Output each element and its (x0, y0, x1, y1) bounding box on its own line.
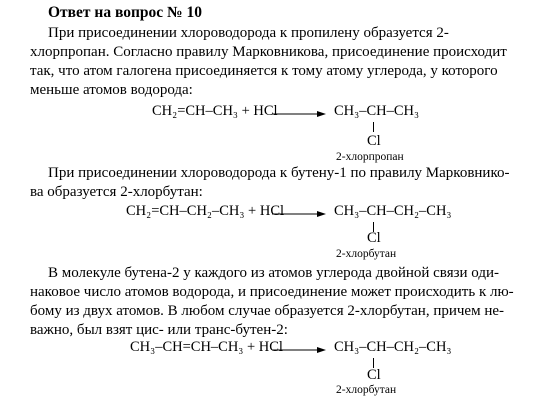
equation-1-reactants: CH₂=CH–CH₃ + HCl (152, 103, 278, 119)
reaction-arrow-icon (272, 210, 326, 218)
equation-2-reactants: CH₂=CH–CH₂–CH₃ + HCl (126, 203, 285, 219)
text-line: ва образуется 2-хлорбутан: (30, 184, 203, 200)
text-line: важно, был взят цис- или транс-бутен-2: (30, 322, 288, 338)
product-name: 2-хлорбутан (336, 248, 397, 260)
reaction-arrow-icon (272, 110, 326, 118)
chlorine-substituent: Cl (367, 133, 381, 149)
paragraph-3 (30, 264, 530, 340)
chlorine-substituent: Cl (367, 367, 381, 383)
heading: Ответ на вопрос № 10 (48, 4, 202, 21)
bond-line (373, 122, 374, 132)
product-name: 2-хлорбутан (336, 384, 397, 396)
paragraph-1 (30, 24, 530, 100)
equation-3-reactants: CH₃–CH=CH–CH₃ + HCl (130, 339, 283, 355)
text-line: При присоединении хлороводорода к пропилену образуется 2- (48, 25, 449, 41)
product-name: 2-хлорпропан (336, 151, 404, 163)
text-line: бому из двух атомов. В любом случае образуется 2-хлорбутан, причем не- (30, 303, 504, 319)
text-line: При присоединении хлороводорода к бутену-1 по правилу Марковнико- (48, 165, 510, 181)
text-line: хлорпропан. Согласно правилу Марковникова, присоединение происходит (30, 44, 507, 60)
text-line: наковое число атомов водорода, и присоединение может происходить к лю- (30, 284, 514, 300)
text-line: В молекуле бутена-2 у каждого из атомов углерода двойной связи оди- (48, 265, 500, 281)
text-line: так, что атом галогена присоединяется к тому атому углерода, у которого (30, 63, 498, 79)
equation-2-product: CH₃–CH–CH₂–CH₃ (334, 203, 452, 219)
equation-3-product: CH₃–CH–CH₂–CH₃ (334, 339, 452, 355)
chlorine-substituent: Cl (367, 230, 381, 246)
equation-1-product: CH₃–CH–CH₃ (334, 103, 420, 119)
text-line: меньше атомов водорода: (30, 82, 193, 98)
reaction-arrow-icon (272, 346, 326, 354)
paragraph-2 (30, 164, 530, 202)
